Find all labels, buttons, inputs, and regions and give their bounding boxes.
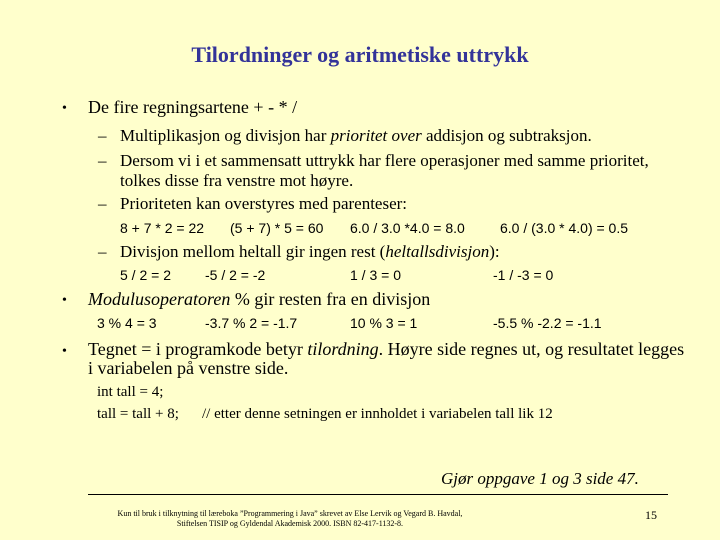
sub-same-priority-line2: tolkes disse fra venstre mot høyre. bbox=[120, 171, 354, 190]
code-line: int tall = 4; bbox=[97, 384, 164, 400]
example-expression: 6.0 / (3.0 * 4.0) = 0.5 bbox=[500, 220, 629, 236]
bullet-arithmetic: De fire regningsartene + - * / bbox=[88, 97, 298, 117]
footer-line: Stiftelsen TISIP og Gyldendal Akademisk 2000. ISBN 82-417-1132-8. bbox=[176, 519, 404, 528]
footer-copyright bbox=[100, 509, 480, 529]
example-expression: -3.7 % 2 = -1.7 bbox=[205, 315, 298, 331]
sub-integer-division: Divisjon mellom heltall gir ingen rest (heltallsdivisjon): bbox=[120, 242, 500, 261]
footer-divider bbox=[88, 494, 668, 495]
slide-title: Tilordninger og aritmetiske uttrykk bbox=[191, 42, 529, 67]
sub-same-priority-line1: Dersom vi i et sammensatt uttrykk har flere operasjoner med samme prioritet, bbox=[120, 151, 649, 170]
bullet-marker: • bbox=[62, 344, 67, 359]
example-expression: 1 / 3 = 0 bbox=[350, 267, 401, 283]
sub-priority: Multiplikasjon og divisjon har prioritet over addisjon og subtraksjon. bbox=[120, 126, 592, 145]
code-comment: // etter denne setningen er innholdet i variabelen tall lik 12 bbox=[202, 406, 553, 422]
bullet-assignment-line2: i variabelen på venstre side. bbox=[88, 358, 289, 378]
example-expression: 10 % 3 = 1 bbox=[350, 315, 418, 331]
example-expression: 8 + 7 * 2 = 22 bbox=[120, 220, 205, 236]
dash-marker: – bbox=[98, 151, 107, 170]
example-expression: 5 / 2 = 2 bbox=[120, 267, 171, 283]
task-reference: Gjør oppgave 1 og 3 side 47. bbox=[441, 469, 639, 488]
page-number: 15 bbox=[645, 508, 657, 522]
footer-line: Kun til bruk i tilknytning til læreboka ”Programmering i Java” skrevet av Else Lervik og Vegard B. Havdal, bbox=[117, 509, 463, 518]
bullet-marker: • bbox=[62, 293, 67, 308]
example-expression: -1 / -3 = 0 bbox=[493, 267, 554, 283]
bullet-marker: • bbox=[62, 101, 67, 116]
code-line: tall = tall + 8; bbox=[97, 406, 179, 422]
bullet-assignment-line1: Tegnet = i programkode betyr tilordning. Høyre side regnes ut, og resultatet legges bbox=[88, 339, 685, 359]
example-expression: -5.5 % -2.2 = -1.1 bbox=[493, 315, 602, 331]
dash-marker: – bbox=[98, 242, 107, 261]
dash-marker: – bbox=[98, 194, 107, 213]
example-expression: 3 % 4 = 3 bbox=[97, 315, 157, 331]
bullet-modulus: Modulusoperatoren % gir resten fra en divisjon bbox=[88, 289, 431, 309]
dash-marker: – bbox=[98, 126, 107, 145]
example-expression: 6.0 / 3.0 *4.0 = 8.0 bbox=[350, 220, 465, 236]
example-expression: -5 / 2 = -2 bbox=[205, 267, 266, 283]
sub-parentheses: Prioriteten kan overstyres med parenteser: bbox=[120, 194, 408, 213]
example-expression: (5 + 7) * 5 = 60 bbox=[230, 220, 324, 236]
